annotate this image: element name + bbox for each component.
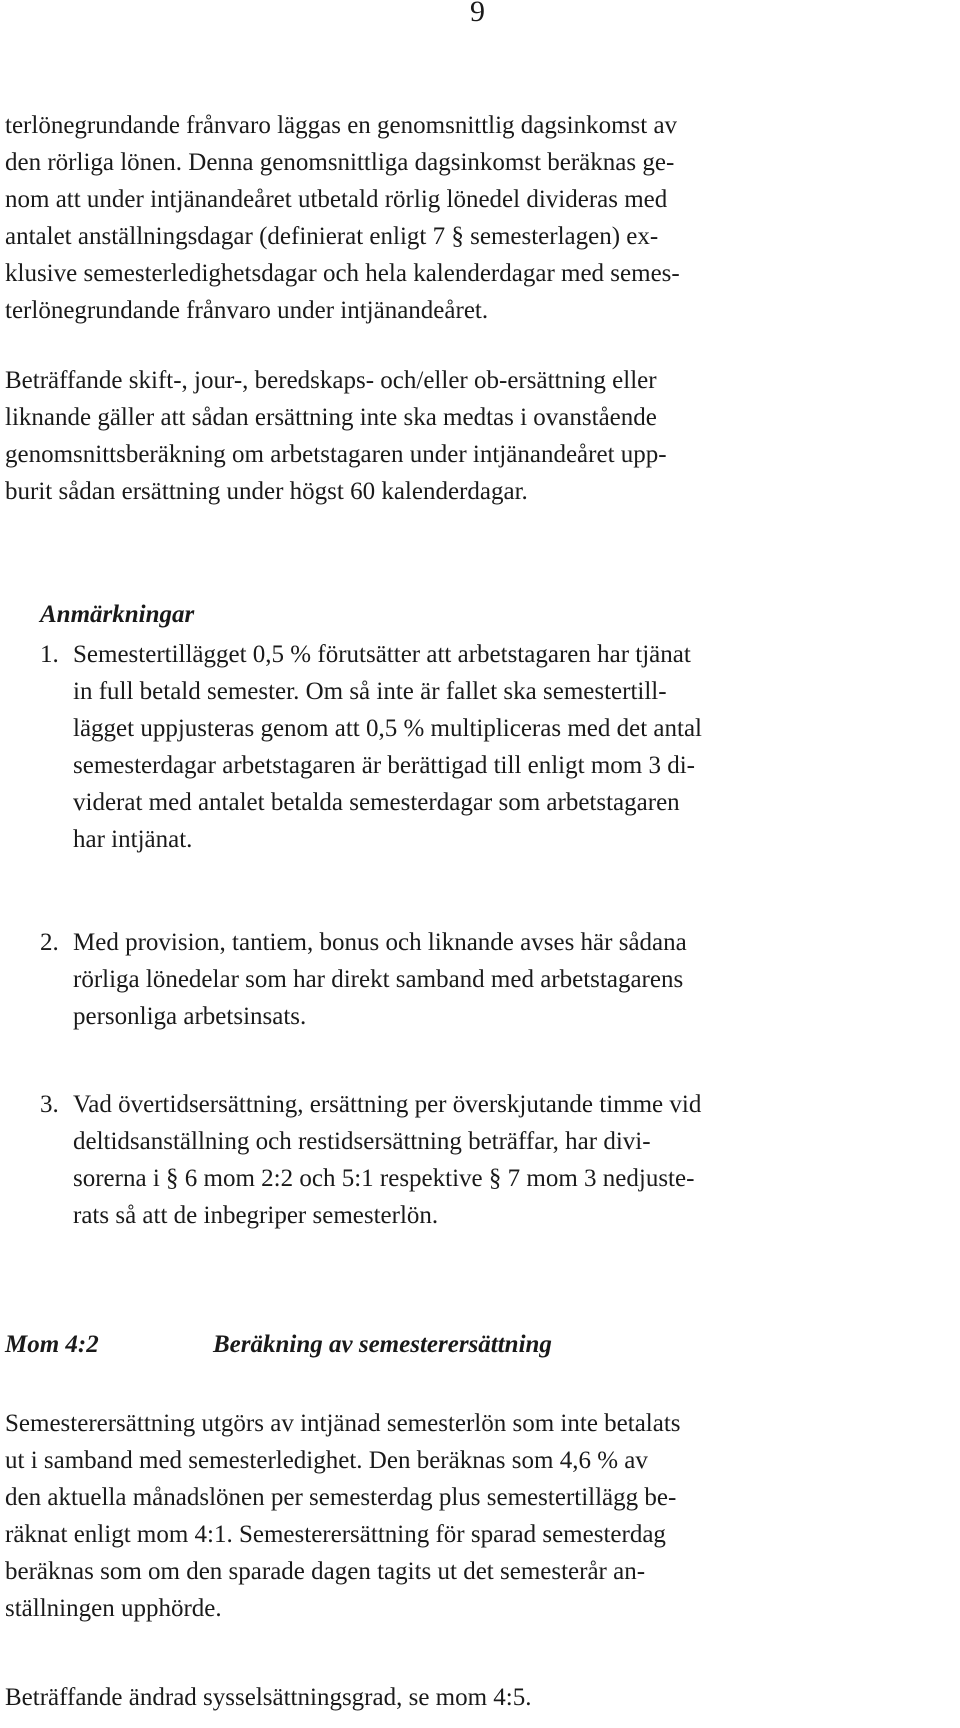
text-line: genomsnittsberäkning om arbetstagaren under intjänandeåret upp-: [5, 441, 667, 468]
text-line: liknande gäller att sådan ersättning inte ska medtas i ovanstående: [5, 404, 657, 431]
note-body: [73, 924, 687, 1035]
text-line: Beträffande skift-, jour-, beredskaps- och/eller ob-ersättning eller: [5, 367, 657, 394]
note-number: 1.: [40, 641, 59, 668]
text-line: sorerna i § 6 mom 2:2 och 5:1 respektive § 7 mom 3 nedjuste-: [73, 1165, 695, 1192]
text-line: terlönegrundande frånvaro läggas en genomsnittlig dagsinkomst av: [5, 112, 678, 139]
section-number: Mom 4:2: [5, 1331, 99, 1358]
text-line: Med provision, tantiem, bonus och liknande avses här sådana: [73, 929, 687, 956]
text-line: har intjänat.: [73, 826, 193, 853]
text-line: ut i samband med semesterledighet. Den beräknas som 4,6 % av: [5, 1447, 648, 1474]
text-line: burit sådan ersättning under högst 60 kalenderdagar.: [5, 478, 528, 505]
text-line: beräknas som om den sparade dagen tagits ut det semesterår an-: [5, 1558, 646, 1585]
text-line: terlönegrundande frånvaro under intjänandeåret.: [5, 297, 489, 324]
note-number: 3.: [40, 1091, 59, 1118]
text-line: semesterdagar arbetstagaren är berättigad till enligt mom 3 di-: [73, 752, 695, 779]
paragraph-vacation-compensation: [5, 1405, 940, 1627]
text-line: Vad övertidsersättning, ersättning per överskjutande timme vid: [73, 1091, 702, 1118]
text-line: personliga arbetsinsats.: [73, 1003, 307, 1030]
text-line: Semesterersättning utgörs av intjänad semesterlön som inte betalats: [5, 1410, 681, 1437]
section-title: Beräkning av semesterersättning: [213, 1331, 552, 1358]
paragraph-shift-compensation: [5, 362, 940, 510]
text-line: lägget uppjusteras genom att 0,5 % multipliceras med det antal: [73, 715, 702, 742]
note-number: 2.: [40, 929, 59, 956]
text-line: räknat enligt mom 4:1. Semesterersättning för sparad semesterdag: [5, 1521, 666, 1548]
text-line: den rörliga lönen. Denna genomsnittliga dagsinkomst beräknas ge-: [5, 149, 675, 176]
paragraph-employment-rate: [5, 1679, 940, 1716]
text-line: den aktuella månadslönen per semesterdag plus semestertillägg be-: [5, 1484, 677, 1511]
text-line: nom att under intjänandeåret utbetald rörlig lönedel divideras med: [5, 186, 668, 213]
paragraph-variable-pay: [5, 107, 940, 329]
text-line: deltidsanställning och restidsersättning beträffar, har divi-: [73, 1128, 651, 1155]
text-line: viderat med antalet betalda semesterdagar som arbetstagaren: [73, 789, 680, 816]
text-line: rörliga lönedelar som har direkt samband med arbetstagarens: [73, 966, 684, 993]
text-line: rats så att de inbegriper semesterlön.: [73, 1202, 439, 1229]
text-line: klusive semesterledighetsdagar och hela kalenderdagar med semes-: [5, 260, 680, 287]
page-number: 9: [470, 0, 485, 28]
text-line: in full betald semester. Om så inte är fallet ska semestertill-: [73, 678, 667, 705]
remarks-heading: Anmärkningar: [40, 601, 195, 628]
text-line: antalet anställningsdagar (definierat enligt 7 § semesterlagen) ex-: [5, 223, 659, 250]
note-body: [73, 636, 702, 858]
text-line: Beträffande ändrad sysselsättningsgrad, se mom 4:5.: [5, 1684, 532, 1711]
text-line: ställningen upphörde.: [5, 1595, 222, 1622]
note-body: [73, 1086, 701, 1234]
text-line: Semestertillägget 0,5 % förutsätter att arbetstagaren har tjänat: [73, 641, 691, 668]
